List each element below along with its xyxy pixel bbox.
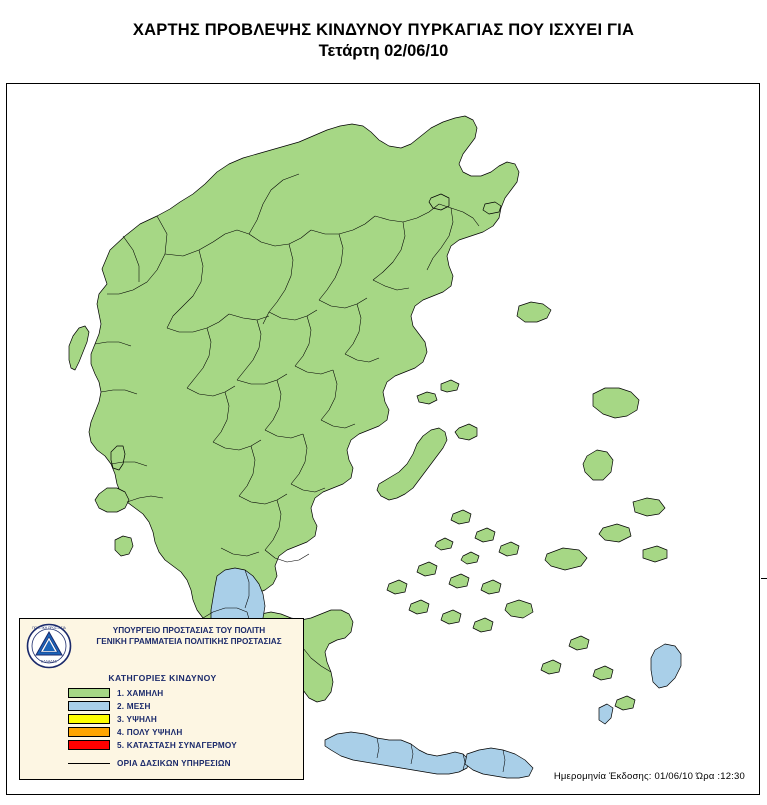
right-edge-tick [761, 578, 767, 579]
legend-boundary-item [68, 759, 231, 768]
svg-text:ΕΛΛΑΔΑΣ: ΕΛΛΑΔΑΣ [41, 659, 57, 664]
map-frame [6, 83, 760, 795]
legend-item [68, 713, 237, 725]
legend-item [68, 700, 237, 712]
legend-label-medium: 2. ΜΕΣΗ [117, 701, 151, 711]
ministry-title [78, 625, 300, 647]
legend-item [68, 726, 237, 738]
legend-label-boundary: ΟΡΙΑ ΔΑΣΙΚΩΝ ΥΠΗΡΕΣΙΩΝ [117, 759, 231, 768]
legend-swatch-low [68, 688, 110, 698]
legend-label-high: 3. ΥΨΗΛΗ [117, 714, 157, 724]
title-line-2: Τετάρτη 02/06/10 [318, 42, 449, 60]
legend-item [68, 687, 237, 699]
issue-datetime: Ημερομηνία Έκδοσης: 01/06/10 Ώρα :12:30 [553, 771, 745, 782]
legend-swatch-medium [68, 701, 110, 711]
map-title [0, 20, 767, 62]
legend-swatch-boundary-line [68, 763, 110, 764]
ministry-line-2: ΓΕΝΙΚΗ ΓΡΑΜΜΑΤΕΙΑ ΠΟΛΙΤΙΚΗΣ ΠΡΟΣΤΑΣΙΑΣ [96, 637, 282, 646]
svg-text:ΠΟΛΙΤΙΚΗ ΠΡΟΣΤΑΣΙΑ: ΠΟΛΙΤΙΚΗ ΠΡΟΣΤΑΣΙΑ [32, 626, 66, 630]
legend-panel [19, 618, 304, 780]
legend-subtitle: ΚΑΤΗΓΟΡΙΕΣ ΚΙΝΔΥΝΟΥ [108, 673, 217, 683]
legend-swatch-very-high [68, 727, 110, 737]
legend-label-very-high: 4. ΠΟΛΥ ΥΨΗΛΗ [117, 727, 183, 737]
title-line-1: ΧΑΡΤΗΣ ΠΡΟΒΛΕΨΗΣ ΚΙΝΔΥΝΟΥ ΠΥΡΚΑΓΙΑΣ ΠΟΥ ΙΣΧΥΕΙ ΓΙΑ [132, 21, 635, 39]
legend-items [68, 687, 237, 752]
legend-label-alert: 5. ΚΑΤΑΣΤΑΣΗ ΣΥΝΑΓΕΡΜΟΥ [117, 740, 237, 750]
civil-protection-logo-icon [26, 623, 72, 669]
ministry-line-1: ΥΠΟΥΡΓΕΙΟ ΠΡΟΣΤΑΣΙΑΣ ΤΟΥ ΠΟΛΙΤΗ [112, 626, 266, 635]
legend-label-low: 1. ΧΑΜΗΛΗ [117, 688, 164, 698]
legend-swatch-high [68, 714, 110, 724]
legend-item [68, 739, 237, 751]
legend-swatch-alert [68, 740, 110, 750]
legend-header [20, 619, 303, 664]
